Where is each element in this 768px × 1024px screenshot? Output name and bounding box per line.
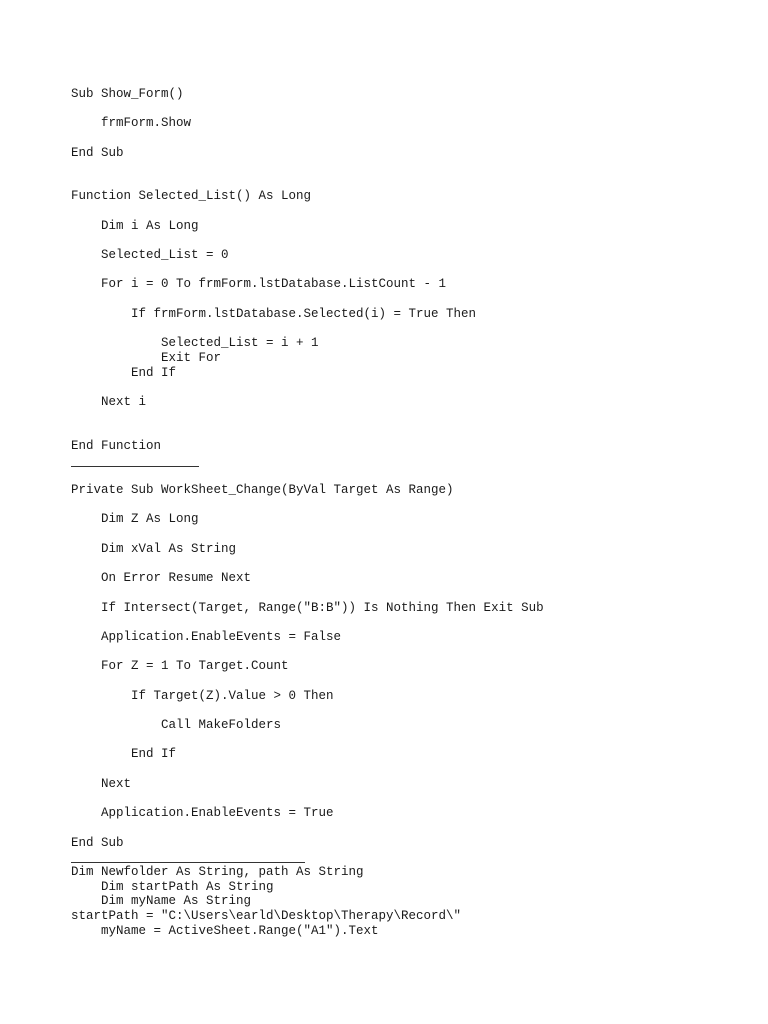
code-line: Dim Z As Long xyxy=(101,512,199,526)
code-line: Dim myName As String xyxy=(101,894,252,908)
code-line: Private Sub WorkSheet_Change(ByVal Target As Range) xyxy=(71,483,454,497)
code-line: End Sub xyxy=(71,146,124,160)
code-line: If Intersect(Target, Range("B:B")) Is Nothing Then Exit Sub xyxy=(101,601,544,615)
code-line: myName = ActiveSheet.Range("A1").Text xyxy=(101,924,379,938)
code-line: For Z = 1 To Target.Count xyxy=(101,659,289,673)
code-line: Call MakeFolders xyxy=(161,718,282,732)
code-line: Application.EnableEvents = True xyxy=(101,806,334,820)
separator-line xyxy=(71,862,305,863)
code-line: End Sub xyxy=(71,836,124,850)
code-line: End Function xyxy=(71,439,162,453)
code-line: Next i xyxy=(101,395,147,409)
code-line: If Target(Z).Value > 0 Then xyxy=(131,689,334,703)
code-line: Sub Show_Form() xyxy=(71,87,184,101)
code-line: Dim startPath As String xyxy=(101,880,274,894)
code-line: startPath = "C:\Users\earld\Desktop\Therapy\Record\" xyxy=(71,909,462,923)
code-line: For i = 0 To frmForm.lstDatabase.ListCount - 1 xyxy=(101,277,447,291)
code-line: Dim Newfolder As String, path As String xyxy=(71,865,364,879)
code-line: Dim xVal As String xyxy=(101,542,237,556)
code-line: If frmForm.lstDatabase.Selected(i) = True Then xyxy=(131,307,477,321)
code-line: Next xyxy=(101,777,132,791)
code-line: End If xyxy=(131,747,177,761)
code-line: Function Selected_List() As Long xyxy=(71,189,312,203)
code-line: frmForm.Show xyxy=(101,116,192,130)
code-line: Application.EnableEvents = False xyxy=(101,630,342,644)
code-line: End If xyxy=(131,366,177,380)
code-line: Selected_List = 0 xyxy=(101,248,229,262)
separator-line xyxy=(71,466,199,467)
code-line: Selected_List = i + 1 xyxy=(161,336,319,350)
code-line: Exit For xyxy=(161,351,222,365)
code-line: On Error Resume Next xyxy=(101,571,252,585)
code-line: Dim i As Long xyxy=(101,219,199,233)
